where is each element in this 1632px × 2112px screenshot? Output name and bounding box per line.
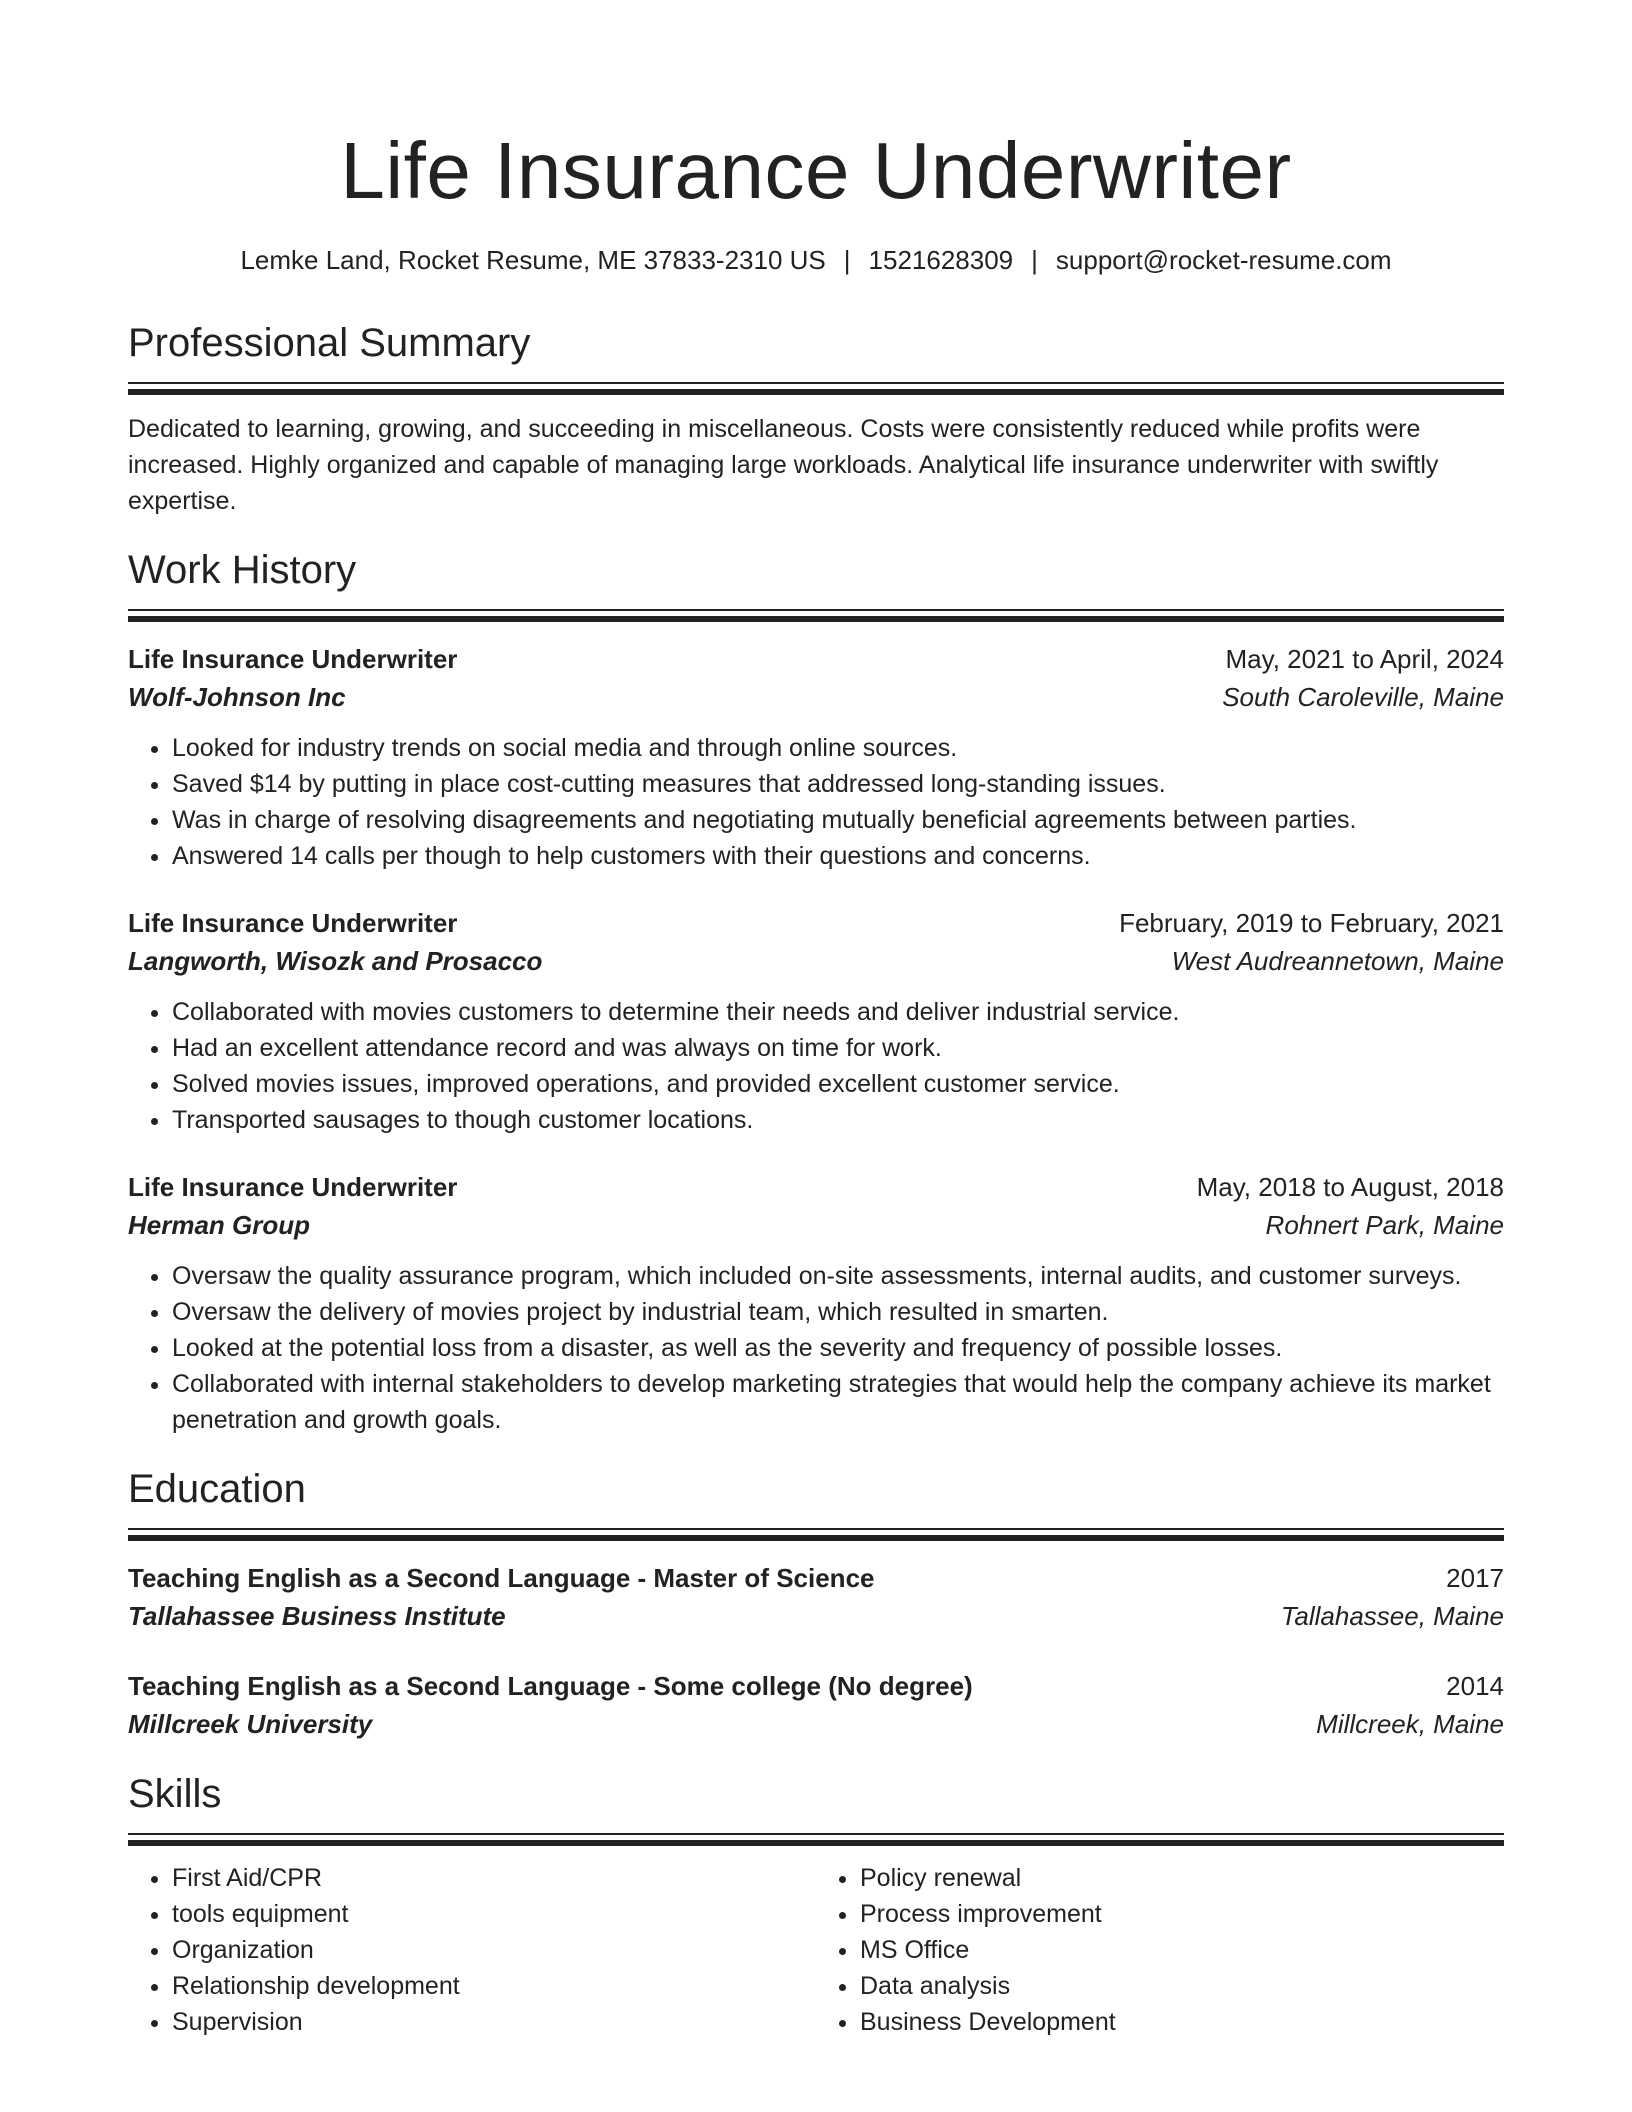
skill-item: • Process improvement — [860, 1896, 1504, 1932]
work-history-section — [128, 545, 1504, 1438]
job-bullet: • Had an excellent attendance record and was always on time for work. — [172, 1030, 1504, 1066]
education-section — [128, 1464, 1504, 1743]
job-location: West Audreannetown, Maine — [1171, 946, 1504, 976]
education-location: Millcreek, Maine — [1316, 1709, 1504, 1739]
skills-columns — [128, 1860, 1504, 2040]
skill-item: • Organization — [172, 1932, 816, 1968]
job-bullet: • Transported sausages to though customer locations. — [172, 1102, 1504, 1138]
contact-line — [128, 242, 1504, 278]
job-bullet: • Collaborated with internal stakeholders to develop marketing strategies that would help the company achieve its market penetration and growth goals. — [172, 1366, 1504, 1438]
job-company: Herman Group — [128, 1210, 311, 1240]
job-company: Langworth, Wisozk and Prosacco — [128, 946, 543, 976]
summary-section — [128, 318, 1504, 519]
job-title: Life Insurance Underwriter — [128, 908, 458, 938]
job-bullet: • Solved movies issues, improved operations, and provided excellent customer service. — [172, 1066, 1504, 1102]
contact-address: Lemke Land, Rocket Resume, ME 37833-2310 US — [240, 245, 826, 275]
job-bullet: • Was in charge of resolving disagreements and negotiating mutually beneficial agreements between parties. — [172, 802, 1504, 838]
job-bullet: • Looked for industry trends on social media and through online sources. — [172, 730, 1504, 766]
education-location: Tallahassee, Maine — [1280, 1601, 1504, 1631]
education-school-row — [128, 1597, 1504, 1635]
job-bullets — [128, 994, 1504, 1138]
education-degree: Teaching English as a Second Language - Some college (No degree) — [128, 1671, 973, 1701]
education-school: Millcreek University — [128, 1709, 373, 1739]
resume-title: Life Insurance Underwriter — [340, 126, 1292, 215]
job-company-row — [128, 678, 1504, 716]
job-dates: February, 2019 to February, 2021 — [1119, 908, 1504, 938]
section-divider — [128, 1528, 1504, 1541]
skills-right-column — [816, 1860, 1504, 2040]
job-entry — [128, 1168, 1504, 1438]
section-divider — [128, 382, 1504, 395]
skills-section — [128, 1769, 1504, 2040]
skill-item: • Relationship development — [172, 1968, 816, 2004]
job-location: Rohnert Park, Maine — [1265, 1210, 1504, 1240]
job-entry — [128, 640, 1504, 874]
skills-left-column — [128, 1860, 816, 2040]
contact-email: support@rocket-resume.com — [1055, 245, 1392, 275]
job-header-row — [128, 904, 1504, 942]
section-divider — [128, 609, 1504, 622]
job-header-row — [128, 640, 1504, 678]
education-school: Tallahassee Business Institute — [128, 1601, 506, 1631]
section-heading-skills: Skills — [128, 1772, 222, 1816]
summary-text: Dedicated to learning, growing, and succeeding in miscellaneous. Costs were consistently reduced while profits were increased. Highly organized and capable of managing large workloads. Analytical life insurance underwriter with swiftly expertise. — [128, 415, 1439, 515]
job-title: Life Insurance Underwriter — [128, 644, 458, 674]
job-location: South Caroleville, Maine — [1222, 682, 1504, 712]
job-bullet: • Answered 14 calls per though to help customers with their questions and concerns. — [172, 838, 1504, 874]
job-bullet: • Looked at the potential loss from a disaster, as well as the severity and frequency of possible losses. — [172, 1330, 1504, 1366]
job-bullet: • Saved $14 by putting in place cost-cutting measures that addressed long-standing issues. — [172, 766, 1504, 802]
contact-phone: 1521628309 — [868, 245, 1014, 275]
education-header-row — [128, 1559, 1504, 1597]
skill-item: • Business Development — [860, 2004, 1504, 2040]
job-bullets — [128, 1258, 1504, 1438]
education-year: 2014 — [1446, 1671, 1504, 1701]
skill-item: • MS Office — [860, 1932, 1504, 1968]
job-header-row — [128, 1168, 1504, 1206]
education-header-row — [128, 1667, 1504, 1705]
education-entry — [128, 1559, 1504, 1635]
job-company-row — [128, 1206, 1504, 1244]
job-bullet: • Oversaw the delivery of movies project by industrial team, which resulted in smarten. — [172, 1294, 1504, 1330]
job-dates: May, 2018 to August, 2018 — [1196, 1172, 1504, 1202]
skill-item: • Supervision — [172, 2004, 816, 2040]
skill-item: • tools equipment — [172, 1896, 816, 1932]
skill-item: • Policy renewal — [860, 1860, 1504, 1896]
job-company-row — [128, 942, 1504, 980]
contact-separator: | — [1031, 245, 1038, 275]
section-heading-education: Education — [128, 1467, 306, 1511]
education-school-row — [128, 1705, 1504, 1743]
education-degree: Teaching English as a Second Language - Master of Science — [128, 1563, 875, 1593]
job-entry — [128, 904, 1504, 1138]
job-dates: May, 2021 to April, 2024 — [1225, 644, 1504, 674]
contact-separator: | — [843, 245, 851, 275]
education-entry — [128, 1667, 1504, 1743]
education-year: 2017 — [1446, 1563, 1504, 1593]
section-heading-summary: Professional Summary — [128, 321, 531, 365]
job-bullet: • Oversaw the quality assurance program, which included on-site assessments, internal audits, and customer surveys. — [172, 1258, 1504, 1294]
job-bullets — [128, 730, 1504, 874]
section-divider — [128, 1833, 1504, 1846]
skill-item: • Data analysis — [860, 1968, 1504, 2004]
job-title: Life Insurance Underwriter — [128, 1172, 458, 1202]
section-heading-work-history: Work History — [128, 548, 357, 592]
job-bullet: • Collaborated with movies customers to determine their needs and deliver industrial service. — [172, 994, 1504, 1030]
job-company: Wolf-Johnson Inc — [128, 682, 346, 712]
skill-item: • First Aid/CPR — [172, 1860, 816, 1896]
